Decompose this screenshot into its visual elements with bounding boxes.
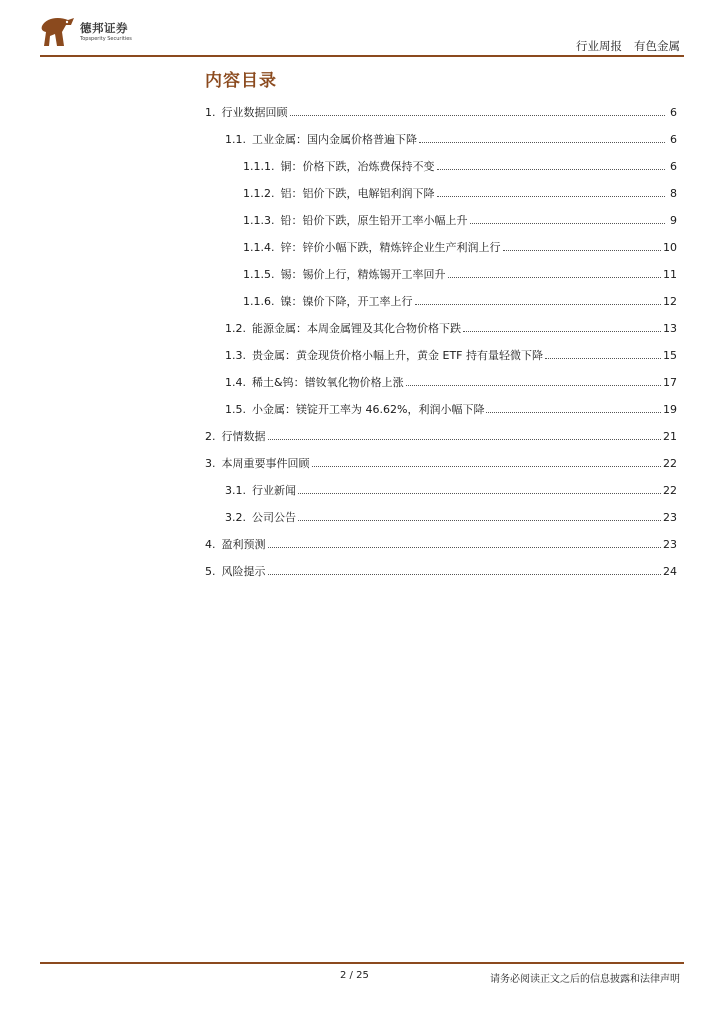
toc-entry-number: 1.1.5. xyxy=(243,268,275,281)
toc-page-number: 10 xyxy=(663,241,677,254)
toc-list xyxy=(205,104,677,590)
toc-leader-dots xyxy=(503,250,662,251)
toc-leader-dots xyxy=(463,331,661,332)
toc-entry[interactable] xyxy=(205,239,677,266)
toc-entry[interactable] xyxy=(205,320,677,347)
toc-entry[interactable] xyxy=(205,563,677,590)
toc-leader-dots xyxy=(298,520,661,521)
toc-entry[interactable] xyxy=(205,428,677,455)
toc-entry[interactable] xyxy=(205,266,677,293)
toc-page-number: 22 xyxy=(663,484,677,497)
toc-page-number: 6 xyxy=(670,160,677,173)
industry-name: 有色金属 xyxy=(634,39,680,53)
toc-entry-title: 稀土&钨：镨钕氧化物价格上涨 xyxy=(252,376,404,389)
toc-leader-dots xyxy=(268,547,662,548)
toc-entry[interactable] xyxy=(205,347,677,374)
toc-entry-title: 贵金属：黄金现货价格小幅上升，黄金 ETF 持有量轻微下降 xyxy=(252,349,543,362)
toc-entry-title: 锌：锌价小幅下跌，精炼锌企业生产利润上行 xyxy=(280,241,501,254)
legal-disclaimer: 请务必阅读正文之后的信息披露和法律声明 xyxy=(490,974,680,985)
toc-entry-number: 5. xyxy=(205,565,216,578)
toc-page-number: 15 xyxy=(663,349,677,362)
toc-page-number: 21 xyxy=(663,430,677,443)
toc-entry-number: 3.2. xyxy=(225,511,246,524)
toc-entry-number: 1.3. xyxy=(225,349,246,362)
toc-entry-number: 1.1.4. xyxy=(243,241,275,254)
toc-entry[interactable] xyxy=(205,455,677,482)
toc-entry-title: 公司公告 xyxy=(252,511,296,524)
toc-entry-number: 1.1.6. xyxy=(243,295,275,308)
toc-page-number: 11 xyxy=(663,268,677,281)
toc-entry-number: 1.1.2. xyxy=(243,187,275,200)
toc-leader-dots xyxy=(470,223,666,224)
toc-leader-dots xyxy=(290,115,666,116)
header-divider xyxy=(40,55,684,57)
toc-leader-dots xyxy=(298,493,661,494)
toc-page-number: 9 xyxy=(670,214,677,227)
toc-page-number: 12 xyxy=(663,295,677,308)
toc-entry[interactable] xyxy=(205,482,677,509)
toc-entry-number: 1.2. xyxy=(225,322,246,335)
toc-entry-title: 能源金属：本周金属锂及其化合物价格下跌 xyxy=(252,322,461,335)
toc-leader-dots xyxy=(448,277,662,278)
toc-leader-dots xyxy=(419,142,665,143)
toc-entry-title: 铜：价格下跌，冶炼费保持不变 xyxy=(280,160,435,173)
toc-entry-title: 工业金属：国内金属价格普遍下降 xyxy=(252,133,417,146)
toc-entry-number: 1.5. xyxy=(225,403,246,416)
toc-page-number: 17 xyxy=(663,376,677,389)
toc-entry-title: 锡：锡价上行，精炼锡开工率回升 xyxy=(280,268,446,281)
toc-entry[interactable] xyxy=(205,212,677,239)
toc-leader-dots xyxy=(268,574,662,575)
toc-entry-number: 1.1. xyxy=(225,133,246,146)
toc-page-number: 23 xyxy=(663,538,677,551)
toc-entry-title: 行业数据回顾 xyxy=(221,106,288,119)
footer-divider xyxy=(40,962,684,964)
toc-page-number: 6 xyxy=(670,133,677,146)
toc-entry-number: 1.1.3. xyxy=(243,214,275,227)
toc-page-number: 24 xyxy=(663,565,677,578)
toc-entry[interactable] xyxy=(205,131,677,158)
toc-entry[interactable] xyxy=(205,104,677,131)
logo-company-name-en: Topsperity Securities xyxy=(80,36,132,42)
toc-entry-number: 1.1.1. xyxy=(243,160,275,173)
toc-entry-title: 小金属：镁锭开工率为 46.62%，利润小幅下降 xyxy=(252,403,485,416)
company-logo xyxy=(40,16,150,50)
toc-entry[interactable] xyxy=(205,536,677,563)
toc-leader-dots xyxy=(268,439,662,440)
toc-leader-dots xyxy=(406,385,661,386)
toc-leader-dots xyxy=(437,196,666,197)
toc-leader-dots xyxy=(437,169,666,170)
toc-entry-number: 3.1. xyxy=(225,484,246,497)
toc-entry-title: 镍：镍价下降，开工率上行 xyxy=(280,295,413,308)
toc-title: 内容目录 xyxy=(205,71,277,91)
toc-entry-number: 2. xyxy=(205,430,216,443)
report-type: 行业周报 xyxy=(576,39,622,53)
report-meta xyxy=(576,38,680,54)
toc-entry-number: 1.4. xyxy=(225,376,246,389)
page-indicator: 2 / 25 xyxy=(340,970,369,981)
toc-entry[interactable] xyxy=(205,158,677,185)
toc-entry-title: 铅：铅价下跌，原生铅开工率小幅上升 xyxy=(280,214,468,227)
toc-entry-number: 1. xyxy=(205,106,216,119)
toc-leader-dots xyxy=(415,304,662,305)
toc-entry[interactable] xyxy=(205,185,677,212)
toc-entry-title: 行业新闻 xyxy=(252,484,296,497)
toc-page-number: 19 xyxy=(663,403,677,416)
toc-entry-title: 行情数据 xyxy=(221,430,266,443)
toc-entry[interactable] xyxy=(205,401,677,428)
toc-page-number: 13 xyxy=(663,322,677,335)
toc-entry-number: 3. xyxy=(205,457,216,470)
toc-entry-title: 风险提示 xyxy=(221,565,266,578)
toc-entry-title: 本周重要事件回顾 xyxy=(221,457,310,470)
toc-page-number: 8 xyxy=(670,187,677,200)
toc-page-number: 23 xyxy=(663,511,677,524)
toc-leader-dots xyxy=(486,412,661,413)
toc-entry[interactable] xyxy=(205,374,677,401)
toc-page-number: 6 xyxy=(670,106,677,119)
toc-entry[interactable] xyxy=(205,509,677,536)
toc-entry[interactable] xyxy=(205,293,677,320)
toc-entry-title: 盈利预测 xyxy=(221,538,266,551)
toc-entry-number: 4. xyxy=(205,538,216,551)
toc-leader-dots xyxy=(545,358,661,359)
bull-logo-icon xyxy=(40,16,76,48)
logo-company-name: 德邦证券 xyxy=(80,21,128,35)
toc-entry-title: 铝：铝价下跌，电解铝利润下降 xyxy=(280,187,435,200)
toc-page-number: 22 xyxy=(663,457,677,470)
toc-leader-dots xyxy=(312,466,662,467)
